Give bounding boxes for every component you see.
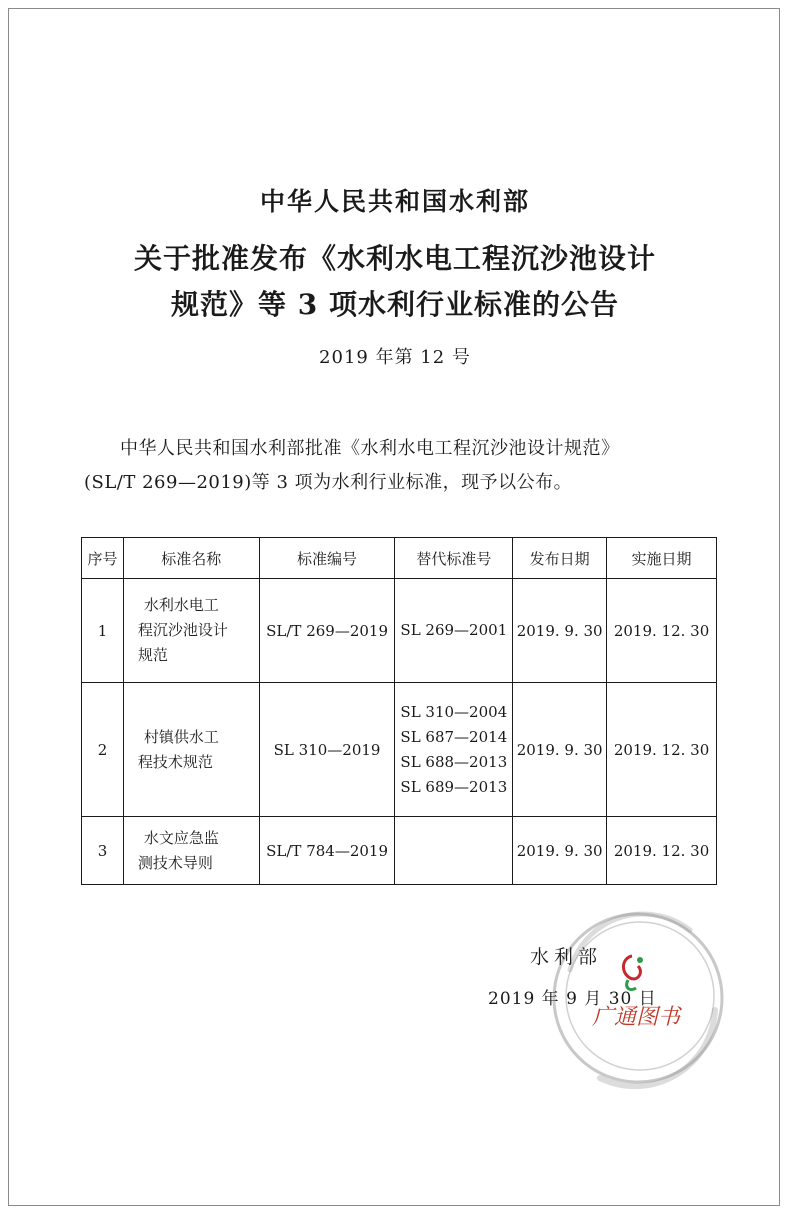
standard-name-line: 测技术导则 [137, 853, 213, 872]
effective-date: 2019. 12. 30 [607, 683, 717, 817]
standard-name [123, 579, 259, 683]
replaced-standards [395, 579, 513, 683]
header-cell: 实施日期 [607, 538, 717, 579]
effective-date: 2019. 12. 30 [607, 817, 717, 885]
effective-date: 2019. 12. 30 [607, 579, 717, 683]
header-cell: 序号 [82, 538, 124, 579]
notice-title-line-2: 规范》等 3 项水利行业标准的公告 [171, 288, 619, 321]
watermark-text: 广通图书 [592, 1005, 681, 1030]
signing-date: 2019 年 9 月 30 日 [488, 989, 657, 1009]
row-number: 3 [82, 817, 124, 885]
header-cell: 标准名称 [123, 538, 259, 579]
table-row [82, 683, 717, 817]
body-line-2: (SL/T 269—2019)等 3 项为水利行业标准，现予以公布。 [84, 472, 573, 493]
table-header-row [82, 538, 717, 579]
header-cell: 替代标准号 [395, 538, 513, 579]
table-row [82, 817, 717, 885]
standard-name-line: 规范 [137, 646, 168, 664]
standard-code: SL/T 784—2019 [259, 817, 395, 885]
replaced-code: SL 310—2004 [400, 702, 508, 721]
signing-organization: 水利部 [530, 946, 603, 968]
issuing-organization: 中华人民共和国水利部 [259, 187, 530, 216]
standards-table [81, 537, 717, 885]
replaced-standards [395, 683, 513, 817]
standard-code: SL/T 269—2019 [259, 579, 395, 683]
replaced-code: SL 269—2001 [400, 621, 508, 639]
replaced-code: SL 687—2014 [400, 727, 508, 746]
replaced-code: SL 688—2013 [400, 752, 508, 771]
row-number: 1 [82, 579, 124, 683]
header-cell: 标准编号 [259, 538, 395, 579]
body-line-1-text: 中华人民共和国水利部批准《水利水电工程沉沙池设计规范》 [120, 438, 620, 459]
standard-name [123, 683, 259, 817]
table-row [82, 579, 717, 683]
standard-code: SL 310—2019 [259, 683, 395, 817]
issue-date: 2019. 9. 30 [513, 579, 607, 683]
standard-name-line: 水利水电工 [143, 596, 219, 614]
standard-name-line: 村镇供水工 [143, 727, 219, 746]
document-number: 2019 年第 12 号 [319, 347, 471, 368]
body-line-1 [84, 432, 724, 466]
issue-date: 2019. 9. 30 [513, 683, 607, 817]
standard-name-line: 水文应急监 [143, 828, 219, 847]
standard-name [123, 817, 259, 885]
standard-name-line: 程沉沙池设计 [137, 621, 228, 639]
standard-name-line: 程技术规范 [137, 752, 213, 771]
notice-title [0, 236, 790, 328]
notice-body [84, 432, 724, 500]
header-cell: 发布日期 [513, 538, 607, 579]
row-number: 2 [82, 683, 124, 817]
notice-title-line-1: 关于批准发布《水利水电工程沉沙池设计 [133, 242, 656, 275]
replaced-standards [395, 817, 513, 885]
replaced-code: SL 689—2013 [400, 777, 508, 796]
issue-date: 2019. 9. 30 [513, 817, 607, 885]
